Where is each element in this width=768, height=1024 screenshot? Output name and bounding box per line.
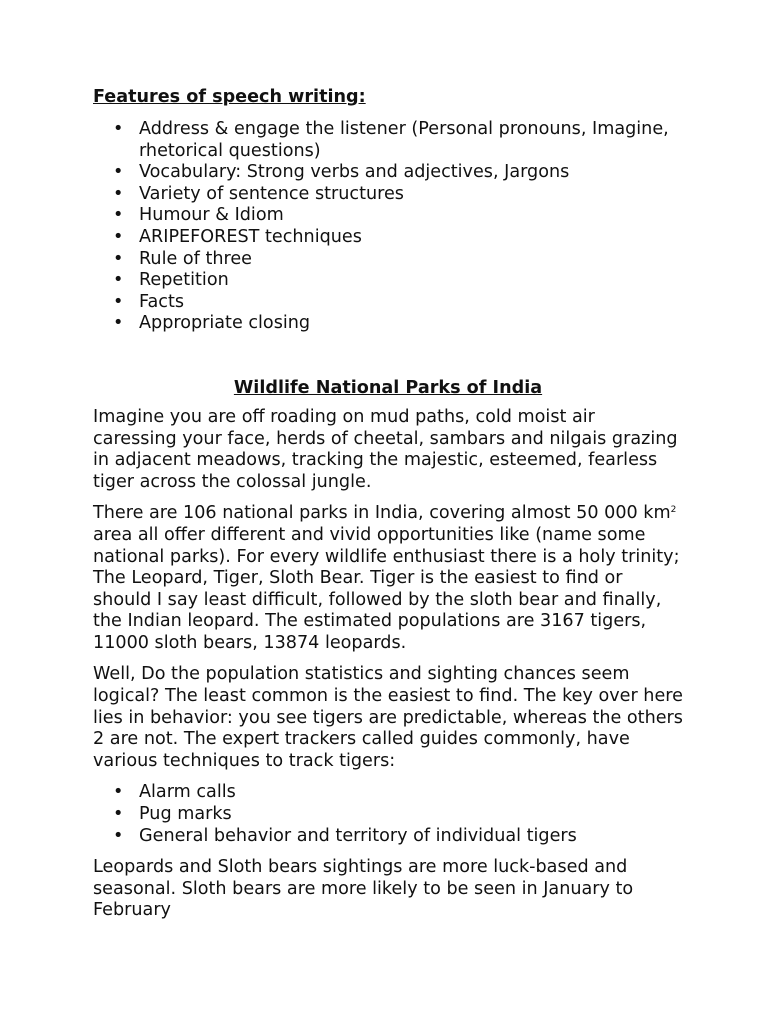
list-item-text: Rule of three [139, 248, 252, 269]
list-item-text: Alarm calls [139, 782, 236, 803]
list-item-text: Pug marks [139, 804, 232, 825]
bullet-icon: • [113, 162, 124, 183]
tracking-techniques-list [93, 782, 683, 847]
list-item-text: Appropriate closing [139, 313, 311, 334]
list-item-text: Repetition [139, 270, 229, 291]
list-item-text: Address & engage the listener (Personal pronouns, Imagine, rhetorical questions) [139, 119, 669, 161]
bullet-icon: • [113, 119, 124, 139]
list-item-text: Humour & Idiom [139, 205, 284, 226]
paragraph-behavior: Well, Do the population statistics and sighting chances seem logical? The least common is the easiest to find. The key over here lies in behavior: you see tigers are predictable, whereas the others 2 are not. The expert trackers called guides commonly, have various techniques to track tigers: [93, 664, 683, 771]
list-item-text: Facts [139, 291, 185, 312]
list-item [93, 119, 683, 162]
bullet-icon: • [113, 291, 124, 312]
list-item [93, 249, 683, 271]
list-item [93, 270, 683, 292]
list-item [93, 782, 683, 804]
list-item [93, 162, 683, 184]
list-item-text: Vocabulary: Strong verbs and adjectives, Jargons [139, 162, 570, 183]
list-item [93, 205, 683, 227]
features-list [93, 119, 683, 335]
bullet-icon: • [113, 205, 124, 226]
list-item [93, 804, 683, 826]
bullet-icon: • [113, 183, 124, 204]
bullet-icon: • [113, 313, 124, 334]
article-title: Wildlife National Parks of India [233, 377, 543, 398]
paragraph-parks-text-end: area all offer different and vivid opportunities like (name some national parks). For every wildlife enthusiast there is a holy trinity; The Leopard, Tiger, Sloth Bear. Tiger is the easiest to find or should I say least difficult, followed by the sloth bear and finally, the Indian leopard. The estimated populations are 3167 tigers, 11000 sloth bears, 13874 leopards. [93, 524, 680, 653]
paragraph-parks-text-start: There are 106 national parks in India, covering almost 50 000 km [93, 503, 671, 524]
list-item-text: ARIPEFOREST techniques [139, 226, 362, 247]
paragraph-sightings: Leopards and Sloth bears sightings are more luck-based and seasonal. Sloth bears are more likely to be seen in January to February [93, 857, 634, 921]
bullet-icon: • [113, 270, 124, 291]
document-page [93, 86, 683, 922]
bullet-icon: • [113, 782, 124, 803]
list-item [93, 292, 683, 314]
paragraph-parks [93, 503, 683, 654]
list-item [93, 826, 683, 848]
list-item [93, 227, 683, 249]
bullet-icon: • [113, 825, 124, 846]
list-item [93, 313, 683, 335]
list-item-text: Variety of sentence structures [139, 183, 404, 204]
features-heading: Features of speech writing: [93, 87, 366, 107]
superscript-unit: 2 [670, 505, 677, 516]
paragraph-intro: Imagine you are off roading on mud paths, cold moist air caressing your face, herds of cheetal, sambars and nilgais grazing in adjacent meadows, tracking the majestic, esteemed, fearless tiger across the colossal jungle. [93, 406, 678, 492]
bullet-icon: • [113, 248, 124, 269]
bullet-icon: • [113, 804, 124, 825]
list-item-text: General behavior and territory of individual tigers [139, 825, 577, 846]
bullet-icon: • [113, 226, 124, 247]
list-item [93, 184, 683, 206]
